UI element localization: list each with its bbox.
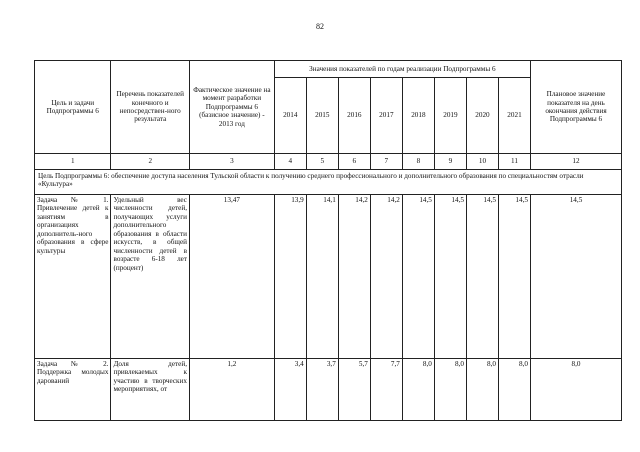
column-number: 10 [466, 154, 498, 170]
column-number: 5 [306, 154, 338, 170]
year-2019: 2019 [434, 78, 466, 154]
goal-row [35, 170, 622, 195]
year-value-cell: 8,0 [434, 359, 466, 421]
header-indicator-list: Перечень показателей конечного и непосредствен-ного результата [111, 61, 190, 154]
year-2020: 2020 [466, 78, 498, 154]
column-number: 6 [338, 154, 370, 170]
header-baseline: Фактическое значение на момент разработки Подпрограммы 6 (базисное значение) - 2013 год [190, 61, 275, 154]
column-number: 9 [434, 154, 466, 170]
header-row [35, 61, 622, 78]
year-2017: 2017 [370, 78, 402, 154]
year-2021: 2021 [498, 78, 530, 154]
header-goal-tasks: Цель и задачи Подпрограммы 6 [35, 61, 111, 154]
year-value-cell: 14,5 [466, 195, 498, 359]
task-cell: Задача № 2. Поддержка молодых дарований [35, 359, 111, 421]
header-values-by-year: Значения показателей по годам реализации Подпрограммы 6 [274, 61, 530, 78]
baseline-cell: 1,2 [190, 359, 275, 421]
column-number: 11 [498, 154, 530, 170]
year-value-cell: 5,7 [338, 359, 370, 421]
year-2016: 2016 [338, 78, 370, 154]
year-value-cell: 14,2 [338, 195, 370, 359]
year-value-cell: 14,1 [306, 195, 338, 359]
column-number: 12 [531, 154, 622, 170]
year-value-cell: 14,5 [498, 195, 530, 359]
indicator-cell: Удельный вес численности детей, получающих услуги дополнительного образования в области искусств, в общей численности детей в возрасте 6-18 лет (процент) [111, 195, 190, 359]
year-2018: 2018 [402, 78, 434, 154]
column-number: 7 [370, 154, 402, 170]
column-number: 4 [274, 154, 306, 170]
table-row [35, 359, 622, 421]
header-planned: Плановое значение показателя на день окончания действия Подпрограммы 6 [531, 61, 622, 154]
year-value-cell: 14,2 [370, 195, 402, 359]
year-2014: 2014 [274, 78, 306, 154]
table-row [35, 195, 622, 359]
year-value-cell: 14,5 [402, 195, 434, 359]
planned-cell: 14,5 [531, 195, 622, 359]
year-value-cell: 8,0 [498, 359, 530, 421]
goal-text: Цель Подпрограммы 6: обеспечение доступа населения Тульской области к получению среднего профессионального и дополнительного образования по специальностям отрасли «Культура» [35, 170, 622, 195]
year-value-cell: 7,7 [370, 359, 402, 421]
column-number: 2 [111, 154, 190, 170]
year-value-cell: 3,7 [306, 359, 338, 421]
year-value-cell: 8,0 [466, 359, 498, 421]
baseline-cell: 13,47 [190, 195, 275, 359]
column-numbers-row [35, 154, 622, 170]
year-value-cell: 13,9 [274, 195, 306, 359]
year-value-cell: 3,4 [274, 359, 306, 421]
page-number: 82 [316, 22, 324, 31]
indicators-table [34, 60, 622, 421]
planned-cell: 8,0 [531, 359, 622, 421]
year-2015: 2015 [306, 78, 338, 154]
indicator-cell: Доля детей, привлекаемых к участию в творческих мероприятиях, от [111, 359, 190, 421]
column-number: 8 [402, 154, 434, 170]
task-cell: Задача № 1. Привлечение детей к занятиям в организациях дополнитель-ного образования в сфере культуры [35, 195, 111, 359]
column-number: 3 [190, 154, 275, 170]
column-number: 1 [35, 154, 111, 170]
year-value-cell: 14,5 [434, 195, 466, 359]
year-value-cell: 8,0 [402, 359, 434, 421]
